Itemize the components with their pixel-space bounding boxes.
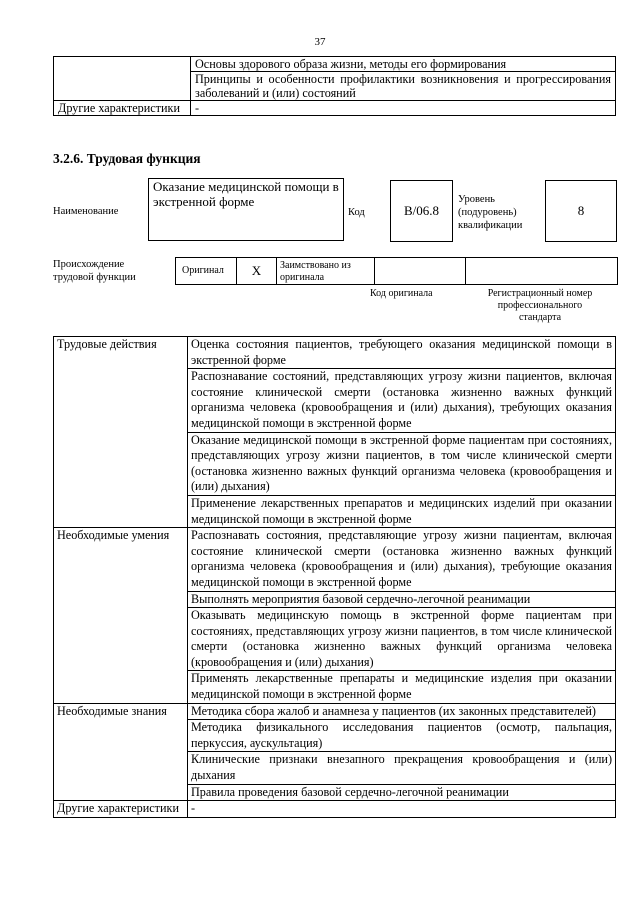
other-label: Другие характеристики [54,801,188,818]
origin-label: Происхождение трудовой функции [53,259,136,283]
table-row: Применять лекарственные препараты и медицинские изделия при оказании медицинской помощи в экстренной форме [188,671,616,703]
other-characteristics-value: - [191,101,616,116]
table-row: Оказывать медицинскую помощь в экстренной форме пациентам при состояниях, представляющих угрозу жизни пациентов, в том числе клинической смерти (остановка жизненно важных функций организма человека (кровообращения и (или) дыхания) [188,608,616,671]
labor-actions-label: Трудовые действия [54,337,188,528]
main-table [53,336,616,818]
table-row: Применение лекарственных препаратов и медицинских изделий при оказании медицинской помощи в экстренной форме [188,495,616,527]
original-label: Оригинал [182,265,224,276]
code-value: B/06.8 [403,203,440,218]
table-row: Оказание медицинской помощи в экстренной форме пациентам при состояниях, представляющих угрозу жизни пациентов, в том числе клинической смерти (остановка жизненно важных функций организма человека (кровообращения и (или) дыхания) [188,432,616,495]
page-number: 37 [314,36,326,48]
skills-label: Необходимые умения [54,528,188,704]
section-title: 3.2.6. Трудовая функция [53,151,201,166]
knowledge-label: Необходимые знания [54,703,188,801]
knowledge-item: Основы здорового образа жизни, методы его формирования [195,57,507,71]
table-row [191,72,616,101]
code-box [390,180,453,242]
code-label: Код [348,207,365,218]
table-row: Распознавать состояния, представляющие угрозу жизни пациентам, включая состояние клинической смерти (остановка жизненно важных функций организма человека (кровообращения и (или) дыхания), требующие оказания медицинской помощи в экстренной форме [188,528,616,591]
reg-number-label: Регистрационный номер профессионального стандарта [487,288,593,323]
table-row [191,57,616,72]
origin-box [175,257,618,285]
other-characteristics-label: Другие характеристики [54,101,191,116]
borrowed-label: Заимствовано из оригинала [280,260,351,283]
level-label: Уровень (подуровень) квалификации [458,194,523,231]
function-name: Оказание медицинской помощи в экстренной форме [153,179,339,209]
original-mark-cell [236,258,277,284]
level-value: 8 [577,203,585,218]
code-original-label: Код оригинала [370,288,433,299]
table-row: Методика физикального исследования пациентов (осмотр, пальпация, перкуссия, аускультация) [188,720,616,752]
table-row: Распознавание состояний, представляющих угрозу жизни пациентов, включая состояние клинической смерти (остановка жизненно важных функций организма человека (кровообращения и (или) дыхания), требующих оказания медицинской помощи в экстренной форме [188,369,616,432]
code-original-cell [374,258,466,284]
knowledge-item: Принципы и особенности профилактики возникновения и прогрессирования заболеваний и (или) состояний [195,72,611,100]
original-mark: X [251,263,262,278]
top-continuation-table [53,56,616,116]
table-row: Правила проведения базовой сердечно-легочной реанимации [188,784,616,801]
table-row: Оценка состояния пациентов, требующего оказания медицинской помощи в экстренной форме [188,337,616,369]
table-row: Методика сбора жалоб и анамнеза у пациентов (их законных представителей) [188,703,616,720]
empty-category-cell [54,57,191,101]
table-row: Выполнять мероприятия базовой сердечно-легочной реанимации [188,591,616,608]
level-box [545,180,617,242]
name-label: Наименование [53,206,119,217]
other-value: - [188,801,616,818]
table-row: Клинические признаки внезапного прекращения кровообращения и (или) дыхания [188,752,616,784]
function-name-box [148,178,344,241]
